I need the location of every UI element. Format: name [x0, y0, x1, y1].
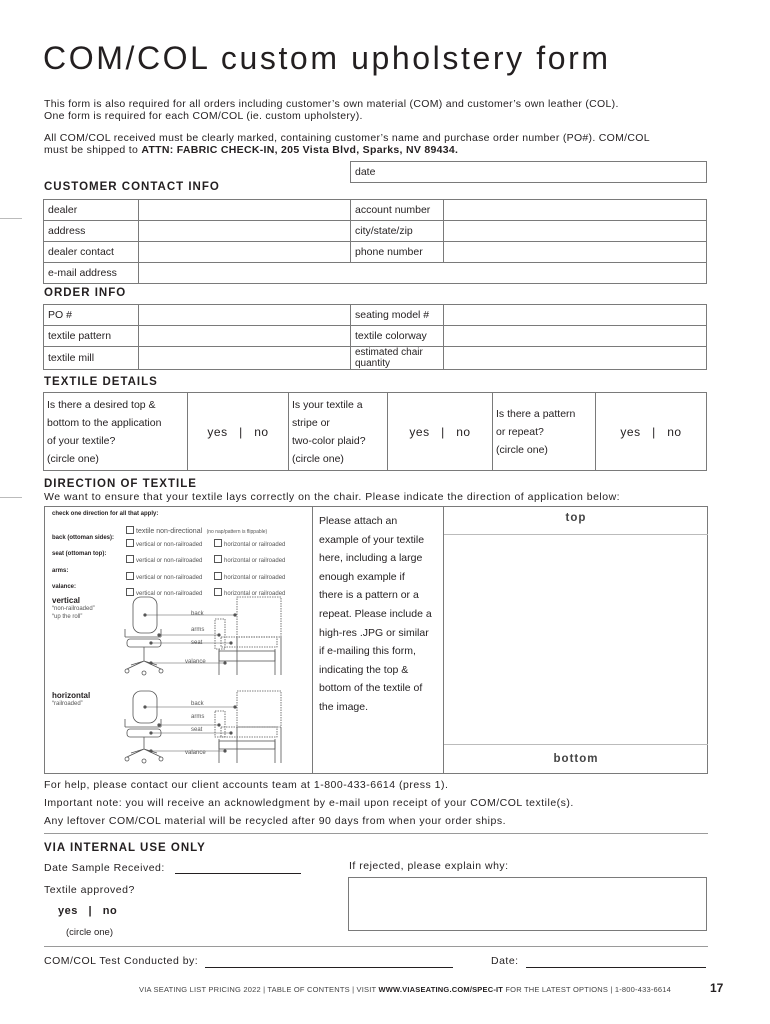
date-field[interactable] — [526, 967, 706, 968]
vertical-subtitle: “non-railroaded” — [52, 606, 95, 612]
date-label: Date: — [491, 955, 519, 967]
intro-line-4 — [44, 144, 704, 156]
part-label-back: back — [191, 611, 204, 617]
no-option[interactable]: no — [667, 424, 682, 439]
non-directional-note: (no nap/pattern is flippable) — [206, 529, 268, 535]
separator: | — [239, 424, 243, 439]
answer-pattern-repeat[interactable] — [596, 393, 707, 471]
attach-line: the image. — [319, 700, 369, 713]
intro-line-2: One form is required for each COM/COL (ie. custom upholstery). — [44, 110, 363, 122]
part-label-valance: valance — [185, 750, 206, 756]
email-label: e-mail address — [44, 263, 139, 284]
answer-stripe-plaid[interactable] — [388, 393, 493, 471]
non-directional-label: textile non-directional — [136, 528, 203, 535]
no-option[interactable]: no — [254, 424, 269, 439]
po-label: PO # — [44, 305, 139, 326]
direction-subtitle: We want to ensure that your textile lays correctly on the chair. Please indicate the direction of application below: — [44, 491, 621, 503]
textile-attach-area[interactable] — [444, 507, 708, 773]
option-label: horizontal or railroaded — [224, 558, 286, 564]
intro-line-3: All COM/COL received must be clearly marked, containing customer’s name and purchase order number (PO#). COM/COL — [44, 132, 650, 144]
divider — [44, 946, 708, 947]
page-title: COM/COL custom upholstery form — [43, 40, 611, 76]
page-number: 17 — [710, 981, 724, 995]
option-label: vertical or non-railroaded — [136, 542, 203, 548]
q2-line: Is your textile a — [292, 398, 363, 411]
top-line — [444, 534, 708, 535]
question-pattern-repeat — [493, 393, 596, 471]
phone-number-field[interactable] — [444, 242, 707, 263]
question-top-bottom — [44, 393, 188, 471]
checkbox[interactable] — [126, 572, 134, 580]
help-line-1: For help, please contact our client accounts team at 1-800-433-6614 (press 1). — [44, 779, 449, 791]
seat-vertical-option[interactable] — [126, 549, 202, 567]
checkbox[interactable] — [214, 555, 222, 563]
question-stripe-plaid — [289, 393, 388, 471]
attach-line: if e-mailing this form, — [319, 645, 416, 658]
option-label: horizontal or railroaded — [224, 575, 286, 581]
dealer-label: dealer — [44, 200, 139, 221]
q1-line: bottom to the application — [47, 416, 162, 429]
separator: | — [88, 905, 93, 917]
option-label: horizontal or railroaded — [224, 542, 286, 548]
textile-mill-label: textile mill — [44, 347, 139, 370]
dealer-contact-field[interactable] — [139, 242, 351, 263]
approved-answer[interactable] — [58, 905, 117, 917]
checkbox[interactable] — [214, 539, 222, 547]
chair-quantity-label: estimated chair quantity — [351, 347, 444, 370]
shipping-address: ATTN: FABRIC CHECK-IN, 205 Vista Blvd, Sparks, NV 89434. — [141, 144, 459, 156]
divider — [312, 507, 313, 773]
date-table — [350, 161, 707, 183]
customer-contact-table — [43, 199, 707, 284]
option-label: vertical or non-railroaded — [136, 558, 203, 564]
back-row-label: back (ottoman sides): — [52, 535, 115, 541]
checkbox[interactable] — [214, 572, 222, 580]
attach-line: indicating the top & — [319, 663, 409, 676]
q3-line: (circle one) — [496, 443, 548, 456]
yes-option[interactable]: yes — [620, 424, 641, 439]
part-label-valance: valance — [185, 659, 206, 665]
date-label: date — [355, 166, 376, 178]
approved-label: Textile approved? — [44, 884, 135, 896]
part-label-seat: seat — [191, 727, 203, 733]
date-received-field[interactable] — [175, 873, 301, 874]
top-label: top — [565, 512, 587, 524]
checkbox[interactable] — [126, 539, 134, 547]
yes-option[interactable]: yes — [207, 424, 228, 439]
textile-colorway-field[interactable] — [444, 326, 707, 347]
order-info-table — [43, 304, 707, 370]
test-conducted-field[interactable] — [205, 967, 453, 968]
direction-heading: DIRECTION OF TEXTILE — [44, 478, 197, 490]
date-field[interactable] — [351, 162, 707, 183]
address-label: address — [44, 221, 139, 242]
option-label: horizontal or railroaded — [224, 591, 286, 597]
intro-line-4-prefix: must be shipped to — [44, 144, 142, 156]
attach-line: Please attach an — [319, 515, 398, 527]
footer-prefix: VIA SEATING LIST PRICING 2022 | TABLE OF CONTENTS | VISIT — [139, 985, 379, 994]
separator: | — [441, 424, 445, 439]
yes-option[interactable]: yes — [58, 905, 78, 917]
textile-pattern-field[interactable] — [139, 326, 351, 347]
account-number-label: account number — [351, 200, 444, 221]
q1-line: of your textile? — [47, 434, 116, 447]
valance-row-label: valance: — [52, 584, 77, 590]
direction-box — [44, 506, 708, 774]
attach-line: high-res .JPG or similar — [319, 626, 429, 639]
date-received-label: Date Sample Received: — [44, 862, 165, 874]
divider — [44, 833, 708, 834]
seat-horizontal-option[interactable] — [214, 549, 285, 567]
textile-mill-field[interactable] — [139, 347, 351, 370]
yes-option[interactable]: yes — [409, 424, 430, 439]
email-field[interactable] — [139, 263, 707, 284]
part-label-arms: arms — [191, 627, 205, 633]
part-label-seat: seat — [191, 640, 203, 646]
account-number-field[interactable] — [444, 200, 707, 221]
attach-line: bottom of the textile of — [319, 682, 423, 695]
textile-colorway-label: textile colorway — [351, 326, 444, 347]
footer-link[interactable]: WWW.VIASEATING.COM/SPEC-IT — [378, 985, 504, 994]
phone-number-label: phone number — [351, 242, 444, 263]
attach-line: enough example if — [319, 570, 405, 583]
check-one-label: check one direction for all that apply: — [52, 511, 159, 517]
q2-line: two-color plaid? — [292, 434, 366, 447]
attach-line: there is a pattern or a — [319, 589, 419, 602]
internal-heading: VIA INTERNAL USE ONLY — [44, 842, 206, 854]
bottom-line — [444, 744, 708, 745]
test-conducted-label: COM/COL Test Conducted by: — [44, 955, 199, 967]
order-info-heading: ORDER INFO — [44, 287, 127, 299]
dealer-field[interactable] — [139, 200, 351, 221]
answer-top-bottom[interactable] — [188, 393, 289, 471]
address-field[interactable] — [139, 221, 351, 242]
page-footer — [139, 985, 671, 994]
q3-line: or repeat? — [496, 425, 544, 438]
intro-line-1: This form is also required for all orders including customer’s own material (COM) and customer’s own leather (COL). — [44, 98, 619, 110]
circle-one-label: (circle one) — [66, 927, 113, 938]
po-field[interactable] — [139, 305, 351, 326]
dealer-contact-label: dealer contact — [44, 242, 139, 263]
customer-contact-heading: CUSTOMER CONTACT INFO — [44, 181, 220, 193]
rejected-label: If rejected, please explain why: — [349, 860, 509, 872]
bottom-label: bottom — [553, 753, 599, 765]
q2-line: (circle one) — [292, 452, 344, 465]
textile-pattern-label: textile pattern — [44, 326, 139, 347]
q2-line: stripe or — [292, 416, 330, 429]
horizontal-subtitle: “railroaded” — [52, 701, 83, 707]
seat-row-label: seat (ottoman top): — [52, 551, 107, 557]
arms-row-label: arms: — [52, 568, 69, 574]
checkbox[interactable] — [126, 555, 134, 563]
seating-model-field[interactable] — [444, 305, 707, 326]
city-state-zip-field[interactable] — [444, 221, 707, 242]
city-state-zip-label: city/state/zip — [351, 221, 444, 242]
textile-details-heading: TEXTILE DETAILS — [44, 376, 158, 388]
vertical-title: vertical — [52, 596, 81, 605]
q1-line: Is there a desired top & — [47, 398, 156, 411]
help-line-2: Important note: you will receive an acknowledgment by e-mail upon receipt of your COM/COL textile(s). — [44, 797, 574, 809]
margin-mark — [0, 218, 22, 219]
option-label: vertical or non-railroaded — [136, 591, 203, 597]
q3-line: Is there a pattern — [496, 407, 576, 420]
vertical-subtitle: “up the roll” — [52, 614, 83, 620]
option-label: vertical or non-railroaded — [136, 575, 203, 581]
attach-line: example of your textile — [319, 533, 425, 546]
attach-line: repeat. Please include a — [319, 607, 432, 620]
horizontal-chair-diagram — [115, 687, 305, 769]
vertical-chair-diagram — [115, 593, 305, 689]
rejected-reason-field[interactable] — [348, 877, 707, 931]
no-option[interactable]: no — [102, 905, 118, 917]
horizontal-title: horizontal — [52, 691, 91, 700]
separator: | — [652, 424, 656, 439]
part-label-arms: arms — [191, 714, 205, 720]
attach-instructions — [319, 512, 432, 717]
footer-suffix: FOR THE LATEST OPTIONS | 1-800-433-6614 — [503, 985, 672, 994]
no-option[interactable]: no — [456, 424, 471, 439]
chair-quantity-field[interactable] — [444, 347, 707, 370]
margin-mark — [0, 497, 22, 498]
q1-line: (circle one) — [47, 452, 99, 465]
seating-model-label: seating model # — [351, 305, 444, 326]
help-line-3: Any leftover COM/COL material will be recycled after 90 days from when your order ships. — [44, 815, 507, 827]
attach-line: here, including a large — [319, 552, 423, 565]
part-label-back: back — [191, 701, 204, 707]
textile-details-table — [43, 392, 707, 471]
